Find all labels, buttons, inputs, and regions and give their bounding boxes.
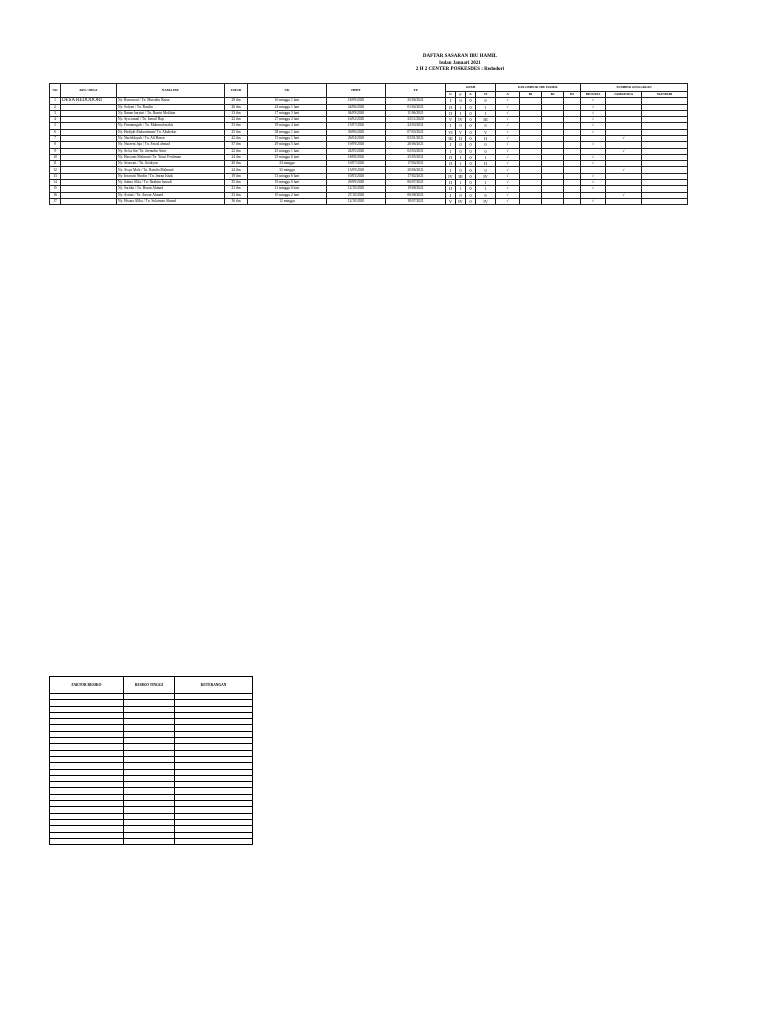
cell-h: IV — [476, 173, 496, 179]
cell-a: 0 — [466, 104, 476, 110]
col-kelompok-a: A — [496, 92, 520, 98]
cell-h: 0 — [476, 148, 496, 154]
cell-no: 12 — [50, 167, 61, 173]
cell-hpht: 10/05/2020 — [327, 173, 386, 179]
cell-a: 0 — [466, 161, 476, 167]
document-title: DAFTAR SASARAN IBU HAMIL — [422, 54, 498, 59]
cell-umur: 22 thn — [225, 148, 248, 154]
cell-bpjs: √ — [581, 104, 606, 110]
cell-tp: 26/06/2021 — [386, 142, 446, 148]
col-umur: UMUR — [225, 84, 248, 98]
cell-p: IV — [456, 198, 466, 204]
cell-hpht: 10/07/2020 — [327, 161, 386, 167]
cell-kA: √ — [496, 180, 520, 186]
cell-g: I — [446, 123, 456, 129]
cell-uk: 19 minggu 6 hari — [248, 180, 327, 186]
cell-g: II — [446, 154, 456, 160]
cell-hpht: 12/10/2020 — [327, 186, 386, 192]
cell-kA: √ — [496, 192, 520, 198]
cell-uk: 24 minggu — [248, 161, 327, 167]
cell-no: 11 — [50, 161, 61, 167]
cell-h: IV — [476, 198, 496, 204]
cell-uk: 17 minggu 3 hari — [248, 110, 327, 116]
cell-a: 0 — [466, 148, 476, 154]
cell-bpjs: √ — [581, 173, 606, 179]
cell-uk: 16 minggu 1 hari — [248, 98, 327, 104]
cell-p: 1 — [456, 180, 466, 186]
target-list-body — [50, 98, 688, 205]
cell-g: II — [446, 161, 456, 167]
col-nama: NAMA IBU — [117, 84, 225, 98]
cell-nama: Ny. Nuraeni Jaja / Tn. Faizal ahmad — [117, 142, 225, 148]
cell-h: 0 — [476, 142, 496, 148]
cell-desa — [61, 198, 117, 204]
cell-a: 0 — [466, 154, 476, 160]
table-row — [50, 198, 688, 204]
cell-umur: 29 thn — [225, 98, 248, 104]
cell-nama: Ny. Hisana Alfha / Tn. Sulaiman Ahmad — [117, 198, 225, 204]
cell-g: III — [446, 135, 456, 141]
col-sumber: SUMBER ANGGARAN — [581, 84, 688, 92]
cell-umur: 33 thn — [225, 123, 248, 129]
cell-mandiri — [642, 198, 688, 204]
cell-no: 5 — [50, 123, 61, 129]
cell-uk: 10 minggu 2 hari — [248, 192, 327, 198]
cell-hpht: 24/06/2020 — [327, 104, 386, 110]
cell-a: 0 — [466, 186, 476, 192]
cell-hpht: 18/09/2020 — [327, 98, 386, 104]
cell-hpht: 26/04/2020 — [327, 135, 386, 141]
cell-g: II — [446, 110, 456, 116]
cell-bpjs: √ — [581, 98, 606, 104]
cell-bpjs: √ — [581, 129, 606, 135]
cell-g: II — [446, 104, 456, 110]
cell-nama: Ny. Salma Alfia / Tn. Ibrahim Ismudi — [117, 180, 225, 186]
cell-umur: 42 thn — [225, 135, 248, 141]
cell-hpht: 15/07/2020 — [327, 123, 386, 129]
cell-p: V — [456, 129, 466, 135]
cell-umur: 35 thn — [225, 180, 248, 186]
cell-no: 8 — [50, 142, 61, 148]
risk-factor-table — [49, 676, 253, 845]
cell-nama: Ny. Nurfeldayah / Tn. Ali Hasen — [117, 135, 225, 141]
cell-a: 0 — [466, 123, 476, 129]
cell-h: 1 — [476, 186, 496, 192]
cell-umur: 36 thn — [225, 198, 248, 204]
cell-tp: 22/03/2021 — [386, 123, 446, 129]
cell-umur: 25 thn — [225, 129, 248, 135]
cell-umur: 37 thn — [225, 142, 248, 148]
cell-umur: 26 thn — [225, 104, 248, 110]
cell-umur: 19 thn — [225, 173, 248, 179]
cell-bpjs: √ — [581, 198, 606, 204]
cell-h: 0 — [476, 123, 496, 129]
target-list-table — [49, 83, 688, 205]
cell-tp: 06/08/2021 — [386, 192, 446, 198]
cell-uk: 13 minggu 6 hari — [248, 173, 327, 179]
cell-umur: 24 thn — [225, 154, 248, 160]
cell-g: V — [446, 198, 456, 204]
cell-bpjs: √ — [581, 180, 606, 186]
col-kelompok-b1: B1 — [520, 92, 542, 98]
col-kelompok: KELOMPOK IBU HAMIL — [496, 84, 581, 92]
cell-tp: 02/03/2021 — [386, 148, 446, 154]
cell-tp: 19/08/2021 — [386, 186, 446, 192]
cell-h: 1 — [476, 110, 496, 116]
cell-h: III — [476, 117, 496, 123]
cell-jamkesda — [606, 198, 642, 204]
col-faktor-resiko: FAKTOR RESIKO — [50, 677, 124, 694]
cell-no: 4 — [50, 117, 61, 123]
col-hpht: HPHT — [327, 84, 386, 98]
cell-jamkesda: √ — [606, 167, 642, 173]
cell-nama: Ny. Sartika / Tn. Hasan Ahmad — [117, 186, 225, 192]
cell-hpht: 24/05/2020 — [327, 148, 386, 154]
cell-h: 0 — [476, 192, 496, 198]
cell-nama: Ny. Hadijah Abdurahman/ Tn. Abubekar — [117, 129, 225, 135]
document-subtitle: bulan Januari 2021 — [439, 60, 481, 66]
cell-h: II — [476, 161, 496, 167]
cell-no: 3 — [50, 110, 61, 116]
cell-h: 1 — [476, 104, 496, 110]
cell-h: 1 — [476, 154, 496, 160]
cell-kB1 — [520, 198, 542, 204]
cell-kA: √ — [496, 123, 520, 129]
cell-g: II — [446, 180, 456, 186]
cell-no: 17 — [50, 198, 61, 204]
cell-no: 6 — [50, 129, 61, 135]
cell-kA: √ — [496, 173, 520, 179]
cell-umur: 21 thn — [225, 186, 248, 192]
cell-p: II — [456, 135, 466, 141]
cell-g: I — [446, 98, 456, 104]
cell-p: 1 — [456, 186, 466, 192]
col-desa: KEL/ DESA — [61, 84, 117, 98]
cell-no: 14 — [50, 180, 61, 186]
cell-a: 0 — [466, 167, 476, 173]
cell-no: 9 — [50, 148, 61, 154]
cell-kA: √ — [496, 117, 520, 123]
cell-kA: √ — [496, 110, 520, 116]
cell-a: 0 — [466, 110, 476, 116]
cell-kA: √ — [496, 161, 520, 167]
cell-umur: 22 thn — [225, 117, 248, 123]
col-kelompok-b3: B3 — [564, 92, 581, 98]
cell-tp: 17/02/2021 — [386, 173, 446, 179]
cell-uk: 18 minggu 4 hari — [248, 123, 327, 129]
cell-tp: 18/07/2021 — [386, 198, 446, 204]
cell-kA: √ — [496, 98, 520, 104]
col-h: H — [476, 92, 496, 98]
cell-uk: 32 minggu — [248, 167, 327, 173]
risk-cell — [124, 838, 175, 844]
cell-p: 0 — [456, 192, 466, 198]
col-tp: TP — [386, 84, 446, 98]
col-kelompok-b2: B2 — [542, 92, 564, 98]
cell-uk: 15 minggu 1 hari — [248, 135, 327, 141]
cell-g: I — [446, 142, 456, 148]
cell-h: 0 — [476, 167, 496, 173]
cell-bpjs: √ — [581, 142, 606, 148]
cell-tp: 25/06/2021 — [386, 98, 446, 104]
cell-tp: 03/01/2021 — [386, 135, 446, 141]
cell-no: 2 — [50, 104, 61, 110]
cell-kA: √ — [496, 148, 520, 154]
risk-cell — [50, 838, 124, 844]
cell-g: I — [446, 192, 456, 198]
cell-p: 0 — [456, 123, 466, 129]
cell-nama: Ny. Romawati / Tn. Mursalin Batua — [117, 98, 225, 104]
cell-h: 1 — [476, 180, 496, 186]
cell-kA: √ — [496, 167, 520, 173]
cell-umur: 33 thn — [225, 192, 248, 198]
cell-nama: Ny. Aisya Male / Tn. Ramlin Mahmud — [117, 167, 225, 173]
col-bpjs: BPJS/KIS — [581, 92, 606, 98]
cell-bpjs: √ — [581, 123, 606, 129]
title-block — [380, 54, 540, 74]
cell-tp: 01/04/2021 — [386, 104, 446, 110]
cell-no: 7 — [50, 135, 61, 141]
cell-hpht: 04/09/2020 — [327, 110, 386, 116]
cell-nama: Ny. Ayu ismail / Tn. Ismail Hap — [117, 117, 225, 123]
cell-hpht: 12/10/2020 — [327, 198, 386, 204]
cell-tp: 23/11/2020 — [386, 117, 446, 123]
cell-a: 0 — [466, 180, 476, 186]
cell-kA: √ — [496, 129, 520, 135]
cell-p: III — [456, 173, 466, 179]
cell-h: 0 — [476, 98, 496, 104]
cell-tp: 20/06/2021 — [386, 167, 446, 173]
cell-hpht: 19/09/2020 — [327, 142, 386, 148]
cell-no: 1 — [50, 98, 61, 104]
cell-p: 0 — [456, 98, 466, 104]
cell-g: IV — [446, 173, 456, 179]
cell-hpht: 18/08/2020 — [327, 154, 386, 160]
cell-no: 15 — [50, 186, 61, 192]
cell-jamkesda: √ — [606, 135, 642, 141]
cell-p: IV — [456, 117, 466, 123]
cell-jamkesda: √ — [606, 192, 642, 198]
cell-hpht: 13/09/2020 — [327, 167, 386, 173]
cell-g: I — [446, 148, 456, 154]
cell-g: I — [446, 167, 456, 173]
cell-umur: 20 thn — [225, 161, 248, 167]
cell-p: 0 — [456, 167, 466, 173]
cell-hpht: 29/09/2020 — [327, 180, 386, 186]
col-mandiri: MANDIRI — [642, 92, 688, 98]
cell-bpjs: √ — [581, 161, 606, 167]
cell-umur: 33 thn — [225, 110, 248, 116]
cell-p: 1 — [456, 104, 466, 110]
cell-kA: √ — [496, 186, 520, 192]
cell-a: 0 — [466, 192, 476, 198]
cell-hpht: 16/02/2020 — [327, 117, 386, 123]
col-a: A — [466, 92, 476, 98]
cell-a: 0 — [466, 173, 476, 179]
cell-no: 13 — [50, 173, 61, 179]
cell-a: 0 — [466, 98, 476, 104]
cell-a: 0 — [466, 135, 476, 141]
risk-factor-body — [50, 694, 253, 845]
risk-row — [50, 838, 253, 844]
cell-bpjs: √ — [581, 117, 606, 123]
cell-tp: 06/07/2021 — [386, 180, 446, 186]
cell-nama: Ny. Ibman haryini / Tn. Basrin Mokhtar — [117, 110, 225, 116]
col-no: NO — [50, 84, 61, 98]
col-jamkesda: JAMKESDA — [606, 92, 642, 98]
cell-p: 1 — [456, 161, 466, 167]
col-p: p — [456, 92, 466, 98]
cell-p: 1 — [456, 154, 466, 160]
cell-nama: Ny. Firnaningsih / Tn. Mahmud mahis — [117, 123, 225, 129]
cell-h: V — [476, 129, 496, 135]
col-g: G — [446, 92, 456, 98]
cell-nama: Ny. Irnawati Nurdin / Tn. Imran Ishak — [117, 173, 225, 179]
cell-tp: 11/06/2021 — [386, 110, 446, 116]
cell-tp: 17/04/2021 — [386, 161, 446, 167]
cell-g: V — [446, 117, 456, 123]
cell-p: 0 — [456, 148, 466, 154]
cell-nama: Ny. Asriati / Tn. Anwar Ahmad — [117, 192, 225, 198]
cell-uk: 29 minggu 5 hari — [248, 142, 327, 148]
col-gpah: GPAH — [446, 84, 496, 92]
cell-no: 16 — [50, 192, 61, 198]
cell-nama: Ny. Sofyan / Tn. Rusdin — [117, 104, 225, 110]
col-resiko-tinggi: RESIKO TINGGI — [124, 677, 175, 694]
cell-uk: 23 minggu 1 hari — [248, 148, 327, 154]
cell-bpjs: √ — [581, 154, 606, 160]
cell-p: 1 — [456, 110, 466, 116]
col-keterangan: KETERANGAN — [175, 677, 253, 694]
cell-bpjs: √ — [581, 186, 606, 192]
cell-uk: 38 minggu 1 hari — [248, 129, 327, 135]
cell-nama: Ny. Haryanti Mahmud /Tn. Yusuf Ferdiman — [117, 154, 225, 160]
cell-a: 0 — [466, 198, 476, 204]
cell-kA: √ — [496, 135, 520, 141]
cell-g: VI — [446, 129, 456, 135]
cell-kA: √ — [496, 198, 520, 204]
cell-hpht: 30/06/2020 — [327, 129, 386, 135]
center-name: 2 H 2 CENTER POSKESDES : Redodori — [415, 67, 505, 72]
cell-nama: Ny. Ariawati / Tn. Arsalyan — [117, 161, 225, 167]
cell-jamkesda: √ — [606, 148, 642, 154]
cell-umur: 24 thn — [225, 167, 248, 173]
cell-uk: 12 minggu — [248, 198, 327, 204]
cell-kA: √ — [496, 142, 520, 148]
cell-tp: 25/05/2021 — [386, 154, 446, 160]
cell-g: II — [446, 186, 456, 192]
cell-uk: 27 minggu 2 hari — [248, 117, 327, 123]
cell-tp: 07/03/2021 — [386, 129, 446, 135]
col-uk: UK — [248, 84, 327, 98]
cell-desa: DESA REDODORI — [61, 98, 117, 104]
cell-a: 0 — [466, 142, 476, 148]
cell-bpjs: √ — [581, 110, 606, 116]
cell-uk: 11 minggu 6 hari — [248, 186, 327, 192]
cell-no: 10 — [50, 154, 61, 160]
cell-kA: √ — [496, 154, 520, 160]
cell-a: 0 — [466, 129, 476, 135]
cell-nama: Ny. Arfi,a ibe/ Tn. Jaenudin Amir — [117, 148, 225, 154]
cell-kA: √ — [496, 104, 520, 110]
cell-h: II — [476, 135, 496, 141]
cell-p: 0 — [456, 142, 466, 148]
cell-uk: 25 minggu 6 hari — [248, 154, 327, 160]
risk-cell — [175, 838, 253, 844]
cell-a: 0 — [466, 117, 476, 123]
cell-kB3 — [564, 198, 581, 204]
cell-kB2 — [542, 198, 564, 204]
cell-uk: 24 minggu 1 hari — [248, 104, 327, 110]
cell-hpht: 27/10/2020 — [327, 192, 386, 198]
